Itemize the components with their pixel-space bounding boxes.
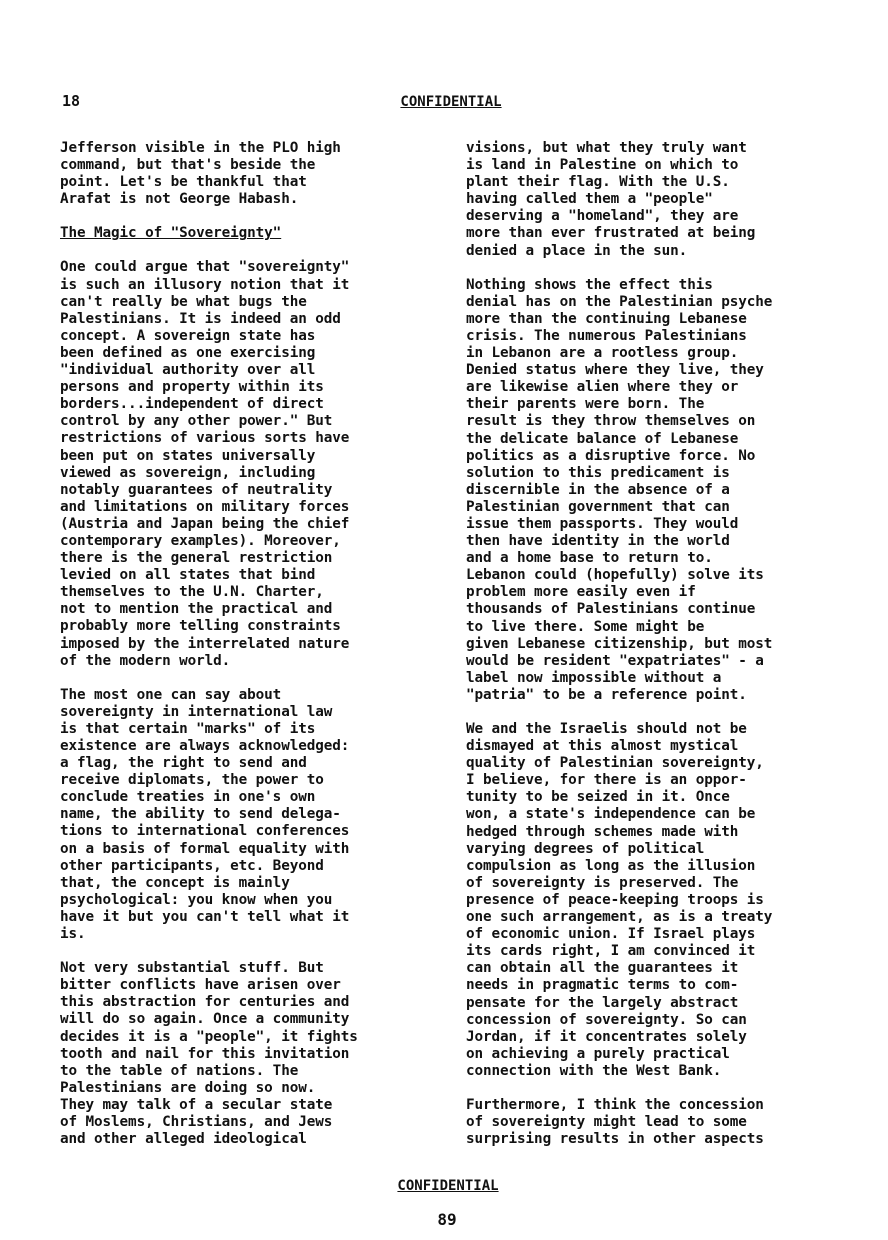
footer-page-number: 89 bbox=[437, 1210, 457, 1229]
section-heading: The Magic of "Sovereignty" bbox=[60, 225, 282, 242]
paragraph: Jefferson visible in the PLO high command, but that's beside the point. Let's be thankful that Arafat is not George Habash. bbox=[60, 140, 341, 208]
paragraph: We and the Israelis should not be dismayed at this almost mystical quality of Palestinian sovereignty, I believe, for there is an oppor- tunity to be seized in it. Once won, a state's independence can be hedged through schemes made with varying degrees of political compulsion as long as the illusion of sovereignty is preserved. The presence of peace-keeping troops is one such arrangement, as is a treaty of economic union. If Israel plays its cards right, I am convinced it can obtain all the guarantees it needs in pragmatic terms to com- pensate for the largely abstract concession of sovereignty. So can Jordan, if it concentrates solely on achieving a purely practical connection with the West Bank. bbox=[466, 721, 773, 1079]
header-classification: CONFIDENTIAL bbox=[400, 94, 502, 110]
page-number: 18 bbox=[62, 92, 81, 110]
left-column bbox=[60, 140, 422, 1165]
paragraph: Not very substantial stuff. But bitter conflicts have arisen over this abstraction for centuries and will do so again. Once a community decides it is a "people", it fights tooth and nail for this invitation to the table of nations. The Palestinians are doing so now. They may talk of a secular state of Moslems, Christians, and Jews and other alleged ideological bbox=[60, 960, 358, 1148]
paragraph: The most one can say about sovereignty in international law is that certain "marks" of its existence are always acknowledged: a flag, the right to send and receive diplomats, the power to conclude treaties in one's own name, the ability to send delega- tions to international conferences on a basis of formal equality with other participants, etc. Beyond that, the concept is mainly psychological: you know when you have it but you can't tell what it is. bbox=[60, 686, 350, 943]
paragraph: Furthermore, I think the concession of sovereignty might lead to some surprising results in other aspects bbox=[466, 1096, 764, 1148]
paragraph: visions, but what they truly want is land in Palestine on which to plant their flag. With the U.S. having called them a "people" deserving a "homeland", they are more than ever frustrated at being denied a place in the sun. bbox=[466, 140, 756, 259]
footer-classification: CONFIDENTIAL bbox=[397, 1178, 499, 1194]
paragraph: Nothing shows the effect this denial has on the Palestinian psyche more than the continuing Lebanese crisis. The numerous Palestinians in Lebanon are a rootless group. Denied status where they live, they are likewise alien where they or their parents were born. The result is they throw themselves on the delicate balance of Lebanese politics as a disruptive force. No solution to this predicament is discernible in the absence of a Palestinian government that can issue them passports. They would then have identity in the world and a home base to return to. Lebanon could (hopefully) solve its problem more easily even if thousands of Palestinians continue to live there. Some might be given Lebanese citizenship, but most would be resident "expatriates" - a label now impossible without a "patria" to be a reference point. bbox=[466, 276, 773, 703]
paragraph: One could argue that "sovereignty" is such an illusory notion that it can't really be what bugs the Palestinians. It is indeed an odd concept. A sovereign state has been defined as one exercising "individual authority over all persons and property within its borders...independent of direct control by any other power." But restrictions of various sorts have been put on states universally viewed as sovereign, including notably guarantees of neutrality and limitations on military forces (Austria and Japan being the chief contemporary examples). Moreover, there is the general restriction levied on all states that bind themselves to the U.N. Charter, not to mention the practical and probably more telling constraints imposed by the interrelated nature of the modern world. bbox=[60, 259, 350, 669]
right-column bbox=[466, 140, 846, 1165]
